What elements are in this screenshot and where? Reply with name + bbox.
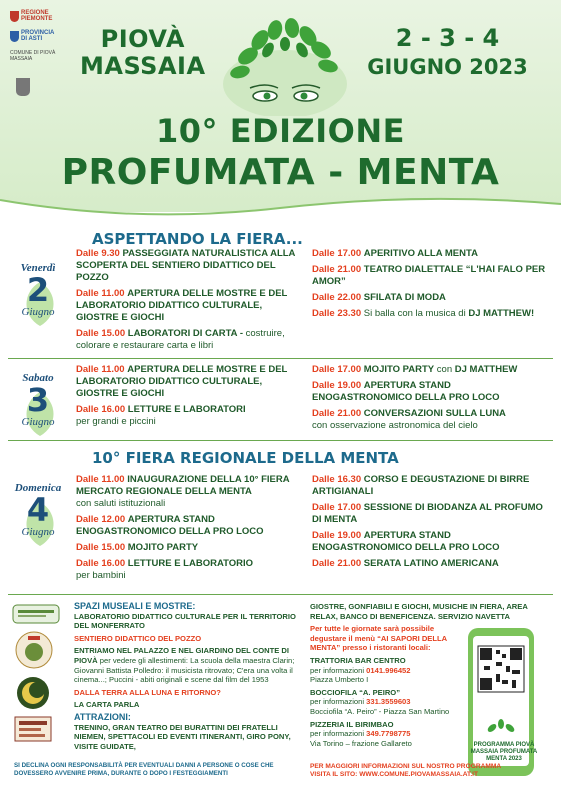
event-title: LABORATORI DI CARTA - <box>127 328 243 339</box>
luna-logo-icon <box>16 676 50 710</box>
event-title: MOJITO PARTY <box>363 364 435 375</box>
divider <box>8 440 553 441</box>
restaurant-phone: 0141.996452 <box>366 665 411 675</box>
event-title: SFILATA DI MODA <box>363 292 446 303</box>
logo-provincia <box>10 30 60 42</box>
event-title: LETTURE E LABORATORIO <box>127 558 254 569</box>
logo-regione-text: REGIONE PIEMONTE <box>21 10 53 22</box>
palazzo-title: ENTRIAMO NEL PALAZZO E NEL GIARDINO DEL CONTE DI PIOVÀ <box>74 646 290 665</box>
event-note: con saluti istituzionali <box>76 498 166 509</box>
event-time: Dalle 19.00 <box>312 530 362 541</box>
museum-logo-icon <box>12 604 60 624</box>
restaurant-phone: 331.3559603 <box>366 697 411 707</box>
mint-face-illustration-icon <box>220 4 350 116</box>
event-time: Dalle 15.00 <box>76 542 126 553</box>
event-item <box>312 502 548 526</box>
town-line-1: PIOVÀ <box>100 25 185 53</box>
qr-caption: PROGRAMMA PIOVÀ MASSAIA PROFUMATA MENTA 2023 <box>470 742 538 762</box>
event-time: Dalle 17.00 <box>312 364 362 375</box>
event-item <box>312 558 548 570</box>
event-note: per grandi e piccini <box>76 416 156 427</box>
section-title-fiera: 10° FIERA REGIONALE DELLA MENTA <box>92 449 399 467</box>
event-item <box>76 248 298 284</box>
info-label: per informazioni <box>310 665 365 675</box>
dates-month-year: GIUGNO 2023 <box>367 55 528 79</box>
info-label: per informazioni <box>310 729 365 739</box>
event-note: per bambini <box>76 570 126 581</box>
sentiero-logo-icon <box>14 630 54 670</box>
palazzo-text: per vedere gli allestimenti: La scuola della maestra Clarin; Giovanni Battista Polledro: il musicista ritrovato; C'era una volta il cinema...; Puccini - abiti originali e scene dal film del 1953 <box>74 655 295 685</box>
restaurant-address: Bocciofila “A. Peiro” - Piazza San Martino <box>310 706 450 716</box>
event-item <box>76 328 298 352</box>
event-title: CONVERSAZIONI SULLA LUNA <box>363 408 506 419</box>
event-time: Dalle 9.30 <box>76 248 120 259</box>
saturday-events-left <box>76 364 298 432</box>
event-item <box>76 558 298 582</box>
sunday-events-right <box>312 474 548 574</box>
day-number: 4 <box>26 491 50 529</box>
event-time: Dalle 16.30 <box>312 474 362 485</box>
spazi-lab: LABORATORIO DIDATTICO CULTURALE PER IL TERRITORIO DEL MONFERRATO <box>74 611 296 631</box>
event-title: SESSIONE DI BIODANZA AL PROFUMO DI MENTA <box>312 502 543 525</box>
logo-comune <box>10 50 60 62</box>
restaurant-name: TRATTORIA BAR CENTRO <box>310 655 406 665</box>
event-title: APERTURA STAND ENOGASTRONOMICO DELLA PRO LOCO <box>312 380 500 403</box>
event-item <box>312 308 548 320</box>
sentiero-label: SENTIERO DIDATTICO DEL POZZO <box>74 633 202 643</box>
event-item <box>76 288 298 324</box>
event-title: APERTURA STAND ENOGASTRONOMICO DELLA PRO LOCO <box>76 514 264 537</box>
info-label: per informazioni <box>310 697 365 707</box>
main-title: PROFUMATA - MENTA <box>61 152 500 193</box>
day-badge-saturday <box>8 372 68 428</box>
event-time: Dalle 21.00 <box>312 408 362 419</box>
event-title: APERTURA DELLE MOSTRE E DEL LABORATORIO DIDATTICO CULTURALE, GIOSTRE E GIOCHI <box>76 364 288 399</box>
event-title: INAUGURAZIONE DELLA 10° FIERA MERCATO REGIONALE DELLA MENTA <box>76 474 290 497</box>
event-item <box>312 248 548 260</box>
disclaimer: SI DECLINA OGNI RESPONSABILITÀ PER EVENTUALI DANNI A PERSONE O COSE CHE DOVESSERO AVVENIRE PRIMA, DURANTE O DOPO I FESTEGGIAMENTI <box>14 762 274 777</box>
section-title-aspettando: ASPETTANDO LA FIERA... <box>92 230 303 248</box>
event-dates <box>355 24 540 82</box>
event-time: Dalle 11.00 <box>76 288 125 299</box>
event-title: PASSEGGIATA NATURALISTICA ALLA SCOPERTA DEL SENTIERO DIDATTICO DEL POZZO <box>76 248 296 283</box>
event-title: APERITIVO ALLA MENTA <box>363 248 478 259</box>
restaurant-address: Via Torino – frazione Gallareto <box>310 738 412 748</box>
event-title: LETTURE E LABORATORI <box>127 404 246 415</box>
header-banner <box>0 0 561 212</box>
event-item <box>312 474 548 498</box>
logo-comune-text: COMUNE DI PIOVÀ MASSAIA <box>10 50 56 62</box>
spazi-title: SPAZI MUSEALI E MOSTRE: <box>74 601 196 611</box>
event-time: Dalle 17.00 <box>312 248 362 259</box>
event-time: Dalle 23.30 <box>312 308 362 319</box>
event-item <box>312 380 548 404</box>
event-item <box>76 404 298 428</box>
event-title: APERTURA STAND ENOGASTRONOMICO DELLA PRO LOCO <box>312 530 500 553</box>
menu-note: Per tutte le giornate sarà possibile degustare il menù “AI SAPORI DELLA MENTA” presso i ristoranti locali: <box>310 624 447 653</box>
friday-events-left <box>76 248 298 356</box>
regione-shield-icon <box>10 11 19 22</box>
restaurant-phone: 349.7798775 <box>366 729 411 739</box>
restaurant-name: PIZZERIA IL BIRIMBAO <box>310 719 394 729</box>
day-number: 3 <box>26 381 50 419</box>
website-info: PER MAGGIORI INFORMAZIONI SUL NOSTRO PROGRAMMA VISITA IL SITO: WWW.COMUNE.PIOVAMASSAIA.AT.IT <box>310 763 501 778</box>
event-item <box>312 408 548 432</box>
day-month: Giugno <box>21 526 55 538</box>
day-badge-friday <box>8 262 68 318</box>
event-item <box>76 474 298 510</box>
provincia-shield-icon <box>10 31 19 42</box>
dates-days: 2 - 3 - 4 <box>395 24 500 52</box>
event-note: Si balla con la musica di <box>363 308 466 319</box>
day-name: Venerdì <box>20 262 56 274</box>
restaurant-name: BOCCIOFILA “A. PEIRO” <box>310 687 401 697</box>
event-time: Dalle 12.00 <box>76 514 126 525</box>
footer-left-column <box>74 602 302 751</box>
restaurant-address: Piazza Umberto I <box>310 675 369 685</box>
event-title: APERTURA DELLE MOSTRE E DEL LABORATORIO DIDATTICO CULTURALE, GIOSTRE E GIOCHI <box>76 288 288 323</box>
event-time: Dalle 19.00 <box>312 380 362 391</box>
saturday-events-right <box>312 364 548 436</box>
event-note: con <box>436 364 453 375</box>
event-time: Dalle 16.00 <box>76 404 126 415</box>
day-name: Sabato <box>22 372 54 384</box>
day-month: Giugno <box>21 416 55 428</box>
town-line-2: MASSAIA <box>80 52 206 80</box>
event-item <box>76 364 298 400</box>
event-time: Dalle 22.00 <box>312 292 362 303</box>
luna-label: DALLA TERRA ALLA LUNA E RITORNO? <box>74 687 221 697</box>
event-item <box>312 530 548 554</box>
day-month: Giugno <box>21 306 55 318</box>
event-title: CORSO E DEGUSTAZIONE DI BIRRE ARTIGIANALI <box>312 474 530 497</box>
event-note: con osservazione astronomica del cielo <box>312 420 478 431</box>
restaurant-item <box>310 656 460 685</box>
event-item <box>312 364 548 376</box>
day-badge-sunday <box>8 482 68 538</box>
logo-provincia-text: PROVINCIA DI ASTI <box>21 30 55 42</box>
divider <box>8 358 553 359</box>
event-time: Dalle 11.00 <box>76 474 125 485</box>
event-title: MOJITO PARTY <box>127 542 199 553</box>
event-time: Dalle 11.00 <box>76 364 125 375</box>
event-note: costruire, colorare e restaurare carta e libri <box>76 328 285 351</box>
restaurant-item <box>310 720 460 749</box>
attrazioni-continued: GIOSTRE, GONFIABILI E GIOCHI, MUSICHE IN FIERA, AREA RELAX, BANCO DI BENEFICENZA. SERVIZIO NAVETTA <box>310 602 528 621</box>
institution-logos <box>10 10 60 98</box>
day-name: Domenica <box>14 482 62 494</box>
event-time: Dalle 15.00 <box>76 328 126 339</box>
town-name <box>80 26 206 80</box>
comune-crest-icon <box>16 78 30 96</box>
day-number: 2 <box>26 271 50 309</box>
event-title: SERATA LATINO AMERICANA <box>363 558 499 569</box>
event-item <box>76 542 298 554</box>
event-time: Dalle 16.00 <box>76 558 126 569</box>
event-time: Dalle 17.00 <box>312 502 362 513</box>
event-time: Dalle 21.00 <box>312 264 362 275</box>
event-title: TEATRO DIALETTALE “L'HAI FALO PER AMOR” <box>312 264 546 287</box>
sunday-events-left <box>76 474 298 586</box>
event-time: Dalle 21.00 <box>312 558 362 569</box>
attrazioni-title: ATTRAZIONI: <box>74 711 131 722</box>
header-wave-divider <box>0 190 561 230</box>
friday-events-right <box>312 248 548 324</box>
event-item <box>312 264 548 288</box>
event-item <box>312 292 548 304</box>
divider <box>8 594 553 595</box>
restaurant-item <box>310 688 460 717</box>
event-dj: DJ MATTHEW <box>454 364 518 375</box>
event-dj: DJ MATTHEW! <box>468 308 535 319</box>
event-item <box>76 514 298 538</box>
edition-title: 10° EDIZIONE <box>156 112 405 150</box>
footer-right-column <box>310 602 528 751</box>
carta-label: LA CARTA PARLA <box>74 700 140 710</box>
carta-logo-icon <box>14 716 52 742</box>
attrazioni-text: TRENINO, GRAN TEATRO DEI BURATTINI DEI FRATELLI NIEMEN, SPETTACOLI ED EVENTI ITINERANTI, GIRO PONY, VISITE GUIDATE, <box>74 722 291 751</box>
logo-regione <box>10 10 60 22</box>
